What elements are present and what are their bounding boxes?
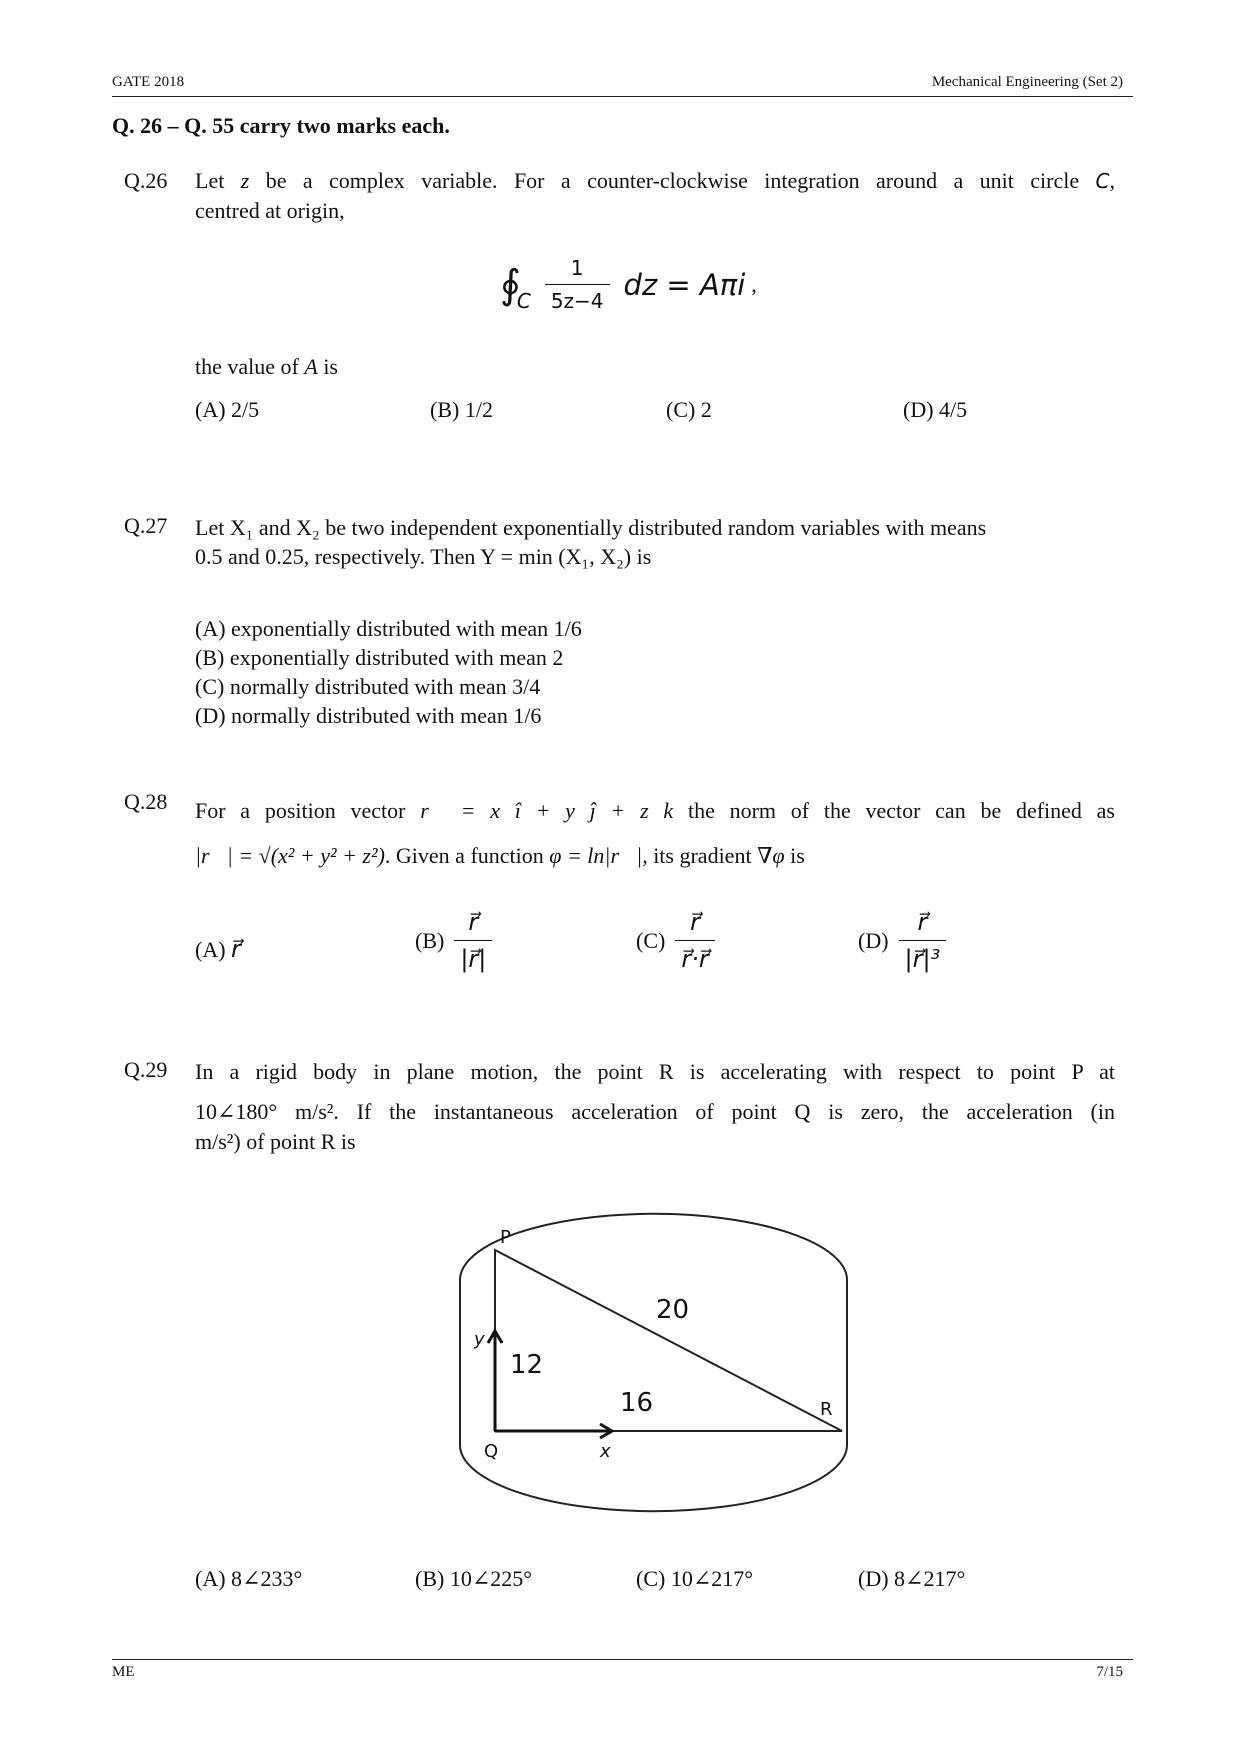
- q28-vector-def: r⃗ = x î + y ĵ + z k: [420, 798, 674, 823]
- q26-frac-num: 1: [570, 256, 584, 280]
- q27-number: Q.27: [124, 513, 168, 538]
- q26-line1-a: Let: [195, 168, 225, 193]
- q26-frac-den: 5z−4: [545, 284, 610, 313]
- q27-option-a[interactable]: (A) exponentially distributed with mean 1/6: [195, 616, 582, 641]
- q29-option-c[interactable]: (C) 10∠217°: [636, 1566, 754, 1591]
- q26-prompt-a: the value of: [195, 354, 299, 379]
- q28-option-b-frac: [454, 908, 492, 973]
- q27-line2: 0.5 and 0.25, respectively. Then Y = min (X₁, X₂) is: [195, 544, 652, 569]
- q28-line2-d: is: [790, 843, 805, 868]
- q28-option-c-frac: [675, 908, 714, 973]
- triangle-pqr: [495, 1250, 842, 1431]
- q28-option-a-label: (A): [195, 937, 226, 962]
- q26-comma: ,: [1109, 168, 1116, 193]
- q28-option-b-label: (B): [415, 927, 445, 953]
- header-right: Mechanical Engineering (Set 2): [931, 74, 1123, 90]
- q26-line1-b: be a complex variable. For a counter-clockwise integration around a unit circle: [265, 168, 1080, 193]
- q28-option-d-frac: [899, 908, 947, 973]
- section-title: Q. 26 – Q. 55 carry two marks each.: [112, 113, 450, 138]
- q26-prompt-var: A: [304, 354, 318, 379]
- q26-option-a[interactable]: (A) 2/5: [195, 397, 260, 422]
- q28-line2-c: , its gradient: [642, 843, 752, 868]
- q28-option-b-num: r⃗: [468, 908, 479, 936]
- label-q: Q: [484, 1441, 499, 1462]
- q26-rhs: dz = Aπi: [623, 267, 746, 302]
- q28-phi-def: φ = ln|r⃗|: [549, 843, 643, 868]
- header-rule: [112, 96, 1133, 97]
- label-p: P: [500, 1227, 511, 1248]
- q26-equation: [500, 256, 757, 313]
- q26-number: Q.26: [124, 168, 168, 193]
- label-x: x: [600, 1441, 611, 1462]
- q26-option-d[interactable]: (D) 4/5: [903, 397, 968, 422]
- q26-option-b[interactable]: (B) 1/2: [430, 397, 493, 422]
- q28-line1: [195, 796, 1115, 825]
- q29-figure: [450, 1205, 860, 1515]
- side-qr-length: 16: [620, 1388, 654, 1418]
- q28-option-c[interactable]: [636, 908, 715, 973]
- q28-option-c-label: (C): [636, 927, 666, 953]
- q26-rhs-comma: ,: [751, 271, 757, 297]
- q29-option-a[interactable]: (A) 8∠233°: [195, 1566, 303, 1591]
- q28-grad: ∇φ: [757, 843, 785, 868]
- q26-integral-symbol: ∮: [500, 261, 521, 308]
- header-left: GATE 2018: [112, 74, 185, 90]
- q28-line2-b: . Given a function: [384, 843, 544, 868]
- footer-right: 7/15: [1096, 1664, 1123, 1680]
- q27-option-d[interactable]: (D) normally distributed with mean 1/6: [195, 703, 542, 728]
- q28-option-d-num: r⃗: [917, 908, 928, 936]
- footer-rule: [112, 1659, 1133, 1660]
- q28-option-b-den: |r⃗|: [454, 940, 492, 973]
- q29-number: Q.29: [124, 1057, 168, 1082]
- q29-option-d[interactable]: (D) 8∠217°: [858, 1566, 966, 1591]
- q28-line1-b: the norm of the vector can be defined as: [687, 798, 1115, 823]
- q26-integral-sub: C: [516, 288, 531, 313]
- q28-option-d-den: |r⃗|³: [899, 940, 947, 973]
- q28-option-d[interactable]: [858, 908, 946, 973]
- q26-var-z: z: [240, 168, 250, 193]
- side-pr-length: 20: [656, 1295, 690, 1325]
- q28-line1-a: For a position vector: [195, 798, 406, 823]
- q26-prompt: [195, 352, 338, 381]
- q28-line2: [195, 841, 805, 870]
- side-pq-length: 12: [510, 1350, 544, 1380]
- q28-option-c-den: r⃗·r⃗: [675, 940, 714, 973]
- q27-option-c[interactable]: (C) normally distributed with mean 3/4: [195, 674, 541, 699]
- q27-option-b[interactable]: (B) exponentially distributed with mean 2: [195, 645, 564, 670]
- label-r: R: [820, 1399, 833, 1420]
- q26-line2: centred at origin,: [195, 198, 345, 223]
- q29-line2: 10∠180° m/s². If the instantaneous acceleration of point Q is zero, the acceleration (in: [195, 1099, 1115, 1124]
- q26-prompt-b: is: [323, 354, 338, 379]
- q29-line3: m/s²) of point R is: [195, 1129, 356, 1154]
- footer-left: ME: [112, 1664, 135, 1680]
- q28-option-a-expr: r⃗: [231, 935, 241, 963]
- q29-line1: In a rigid body in plane motion, the point R is accelerating with respect to point P at: [195, 1059, 1115, 1084]
- q27-line1: Let X₁ and X₂ be two independent exponentially distributed random variables with means: [195, 515, 987, 540]
- q29-option-b[interactable]: (B) 10∠225°: [415, 1566, 533, 1591]
- q26-var-c: C: [1095, 169, 1110, 193]
- q28-option-b[interactable]: [415, 908, 492, 973]
- q26-option-c[interactable]: (C) 2: [666, 397, 712, 422]
- q26-line1: [195, 166, 1115, 196]
- q28-norm-def: |r⃗| = √(x² + y² + z²): [195, 843, 385, 868]
- label-y: y: [474, 1329, 485, 1350]
- q26-fraction: [545, 256, 610, 313]
- q28-option-d-label: (D): [858, 927, 889, 953]
- q28-option-a[interactable]: [195, 935, 241, 963]
- q28-number: Q.28: [124, 789, 168, 814]
- q28-option-c-num: r⃗: [690, 908, 700, 936]
